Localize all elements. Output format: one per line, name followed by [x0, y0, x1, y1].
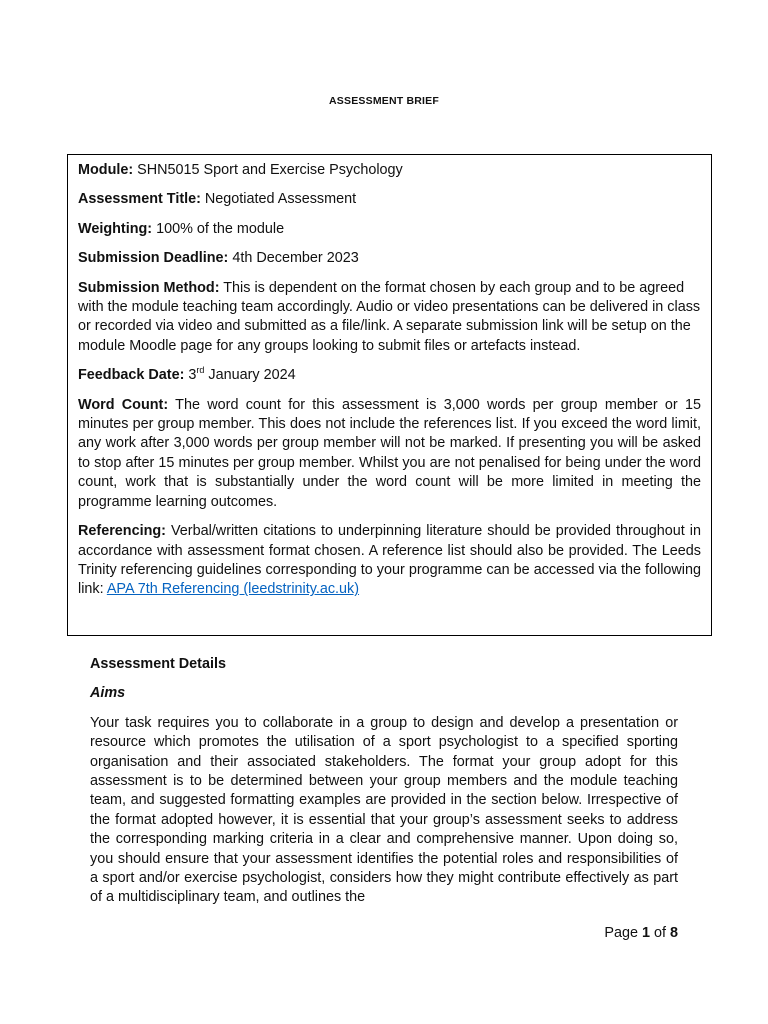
page-word: Page [604, 925, 638, 941]
feedback-date-rest: January 2024 [208, 367, 296, 384]
feedback-date-row [78, 366, 701, 385]
referencing-value: Verbal/written citations to underpinning literature should be provided throughout in accordance with assessment format chosen. A reference list should also be provided. The Leeds Trinity referencing guidelines corresponding to your programme can be accessed via the following link: [78, 523, 702, 598]
word-count-value: The word count for this assessment is 3,000 words per group member or 15 minutes per group member. This does not include the references list. If you exceed the word limit, any work after 3,000 words per group member will not be marked. If presenting you will be asked to stop after 15 minutes per group member. Whilst you are not penalised for being under the word count, work that is substantially under the word count will be more limited in meeting the programme learning outcomes. [78, 396, 701, 510]
referencing-label: Referencing: [78, 523, 166, 540]
deadline-row [78, 249, 701, 268]
feedback-day: 3 [188, 367, 197, 384]
assessment-details-heading: Assessment Details [90, 656, 226, 672]
module-value: SHN5015 Sport and Exercise Psychology [137, 162, 403, 178]
page-of: of [653, 925, 666, 941]
module-label: Module: [78, 162, 134, 178]
feedback-day-suffix: rd [196, 365, 205, 376]
deadline-label: Submission Deadline: [78, 250, 229, 267]
deadline-value: 4th December 2023 [232, 250, 359, 267]
weighting-value: 100% of the module [156, 220, 285, 237]
page-total: 8 [669, 925, 678, 941]
weighting-row [78, 220, 701, 239]
submission-method-row [78, 279, 701, 357]
referencing-row [78, 522, 701, 600]
assessment-details-section [90, 655, 678, 908]
weighting-label: Weighting: [78, 220, 153, 237]
module-row [78, 161, 701, 180]
word-count-row [78, 396, 701, 512]
document-title: ASSESSMENT BRIEF [329, 95, 439, 107]
aims-heading: Aims [90, 685, 126, 702]
assessment-title-row [78, 190, 701, 209]
page-number [604, 925, 678, 941]
feedback-date-label: Feedback Date: [78, 367, 185, 384]
submission-method-value: This is dependent on the format chosen by each group and to be agreed with the module teaching team accordingly. Audio or video presentations can be delivered in class or recorded via video and submitted as a file/link. A separate submission link will be setup on the module Moodle page for any groups looking to submit files or artefacts instead. [78, 279, 701, 354]
submission-method-label: Submission Method: [78, 279, 220, 296]
assessment-title-label: Assessment Title: [78, 191, 201, 208]
aims-paragraph: Your task requires you to collaborate in a group to design and develop a presentation or resource which promotes the utilisation of a sport psychologist to a specified sporting organisation and their associated stakeholders. The format your group adopt for this assessment is to be determined between your group members and the module teaching team, and suggested formatting examples are provided in the section below. Irrespective of the format adopted however, it is essential that your group’s assessment seeks to address the corresponding marking criteria in a clear and comprehensive manner. Upon doing so, you should ensure that your assessment identifies the potential roles and responsibilities of a sport and/or exercise psychologist, considers how they might contribute effectively as part of a multidisciplinary team, and outlines the [90, 714, 678, 906]
apa-referencing-link[interactable]: APA 7th Referencing (leedstrinity.ac.uk) [106, 581, 360, 598]
page-current: 1 [641, 925, 650, 941]
assessment-info-box [67, 154, 712, 636]
assessment-title-value: Negotiated Assessment [204, 191, 357, 208]
word-count-label: Word Count: [78, 396, 169, 413]
